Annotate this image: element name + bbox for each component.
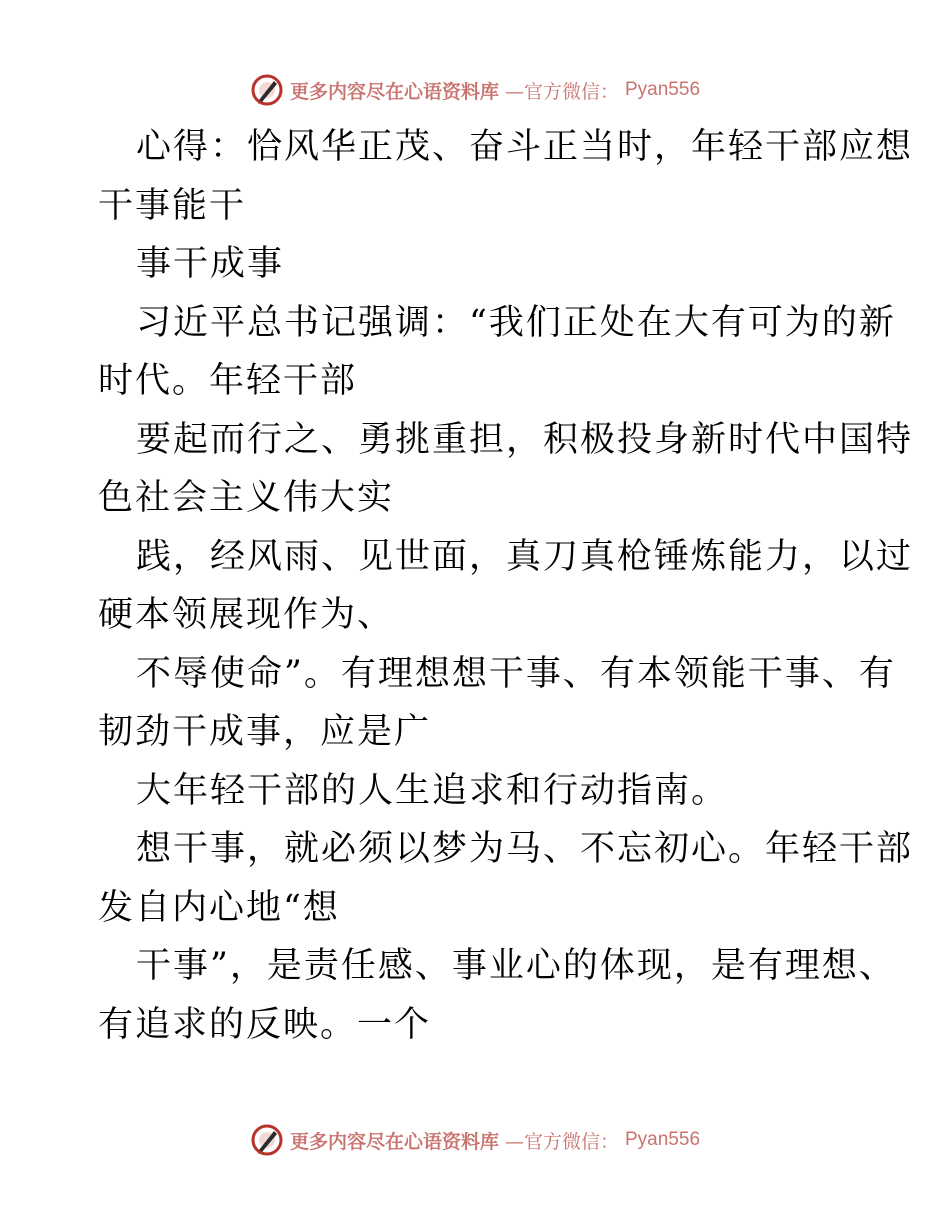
pen-logo-icon (250, 73, 284, 107)
body-line: 想干事，就必须以梦为马、不忘初心。年轻干部 (136, 829, 914, 869)
banner-title: 更多内容尽在心语资料库 (289, 80, 499, 103)
pen-logo-icon (250, 1123, 284, 1157)
body-line: 心得：恰风华正茂、奋斗正当时，年轻干部应想 (136, 127, 914, 167)
body-line: 色社会主义伟大实 (98, 478, 395, 518)
banner-subtitle: —官方微信： (504, 1130, 619, 1153)
banner-title: 更多内容尽在心语资料库 (289, 1130, 499, 1153)
body-line: 发自内心地“想 (98, 887, 340, 928)
body-line: 有追求的反映。一个 (98, 1004, 432, 1045)
banner-wechat-id: Pyan556 (625, 79, 701, 100)
body-line: 不辱使命”。有理想想干事、有本领能干事、有 (136, 653, 896, 694)
body-line: 大年轻干部的人生追求和行动指南。 (136, 770, 729, 811)
body-line: 习近平总书记强调：“我们正处在大有可为的新 (136, 302, 896, 343)
banner-wechat-id: Pyan556 (625, 1129, 701, 1150)
body-line: 干事”，是责任感、事业心的体现，是有理想、 (136, 946, 896, 986)
footer-banner (0, 1118, 950, 1162)
body-line: 干事能干 (98, 185, 247, 226)
body-line: 时代。年轻干部 (98, 361, 358, 401)
document-body (98, 118, 914, 1054)
body-line: 践，经风雨、见世面，真刀真枪锤炼能力，以过 (136, 536, 914, 577)
banner-subtitle: —官方微信： (504, 80, 619, 103)
body-line: 要起而行之、勇挑重担，积极投身新时代中国特 (136, 419, 914, 460)
body-line: 韧劲干成事，应是广 (98, 712, 432, 752)
body-line: 硬本领展现作为、 (98, 595, 395, 635)
body-line: 事干成事 (136, 244, 285, 284)
header-banner (0, 68, 950, 112)
